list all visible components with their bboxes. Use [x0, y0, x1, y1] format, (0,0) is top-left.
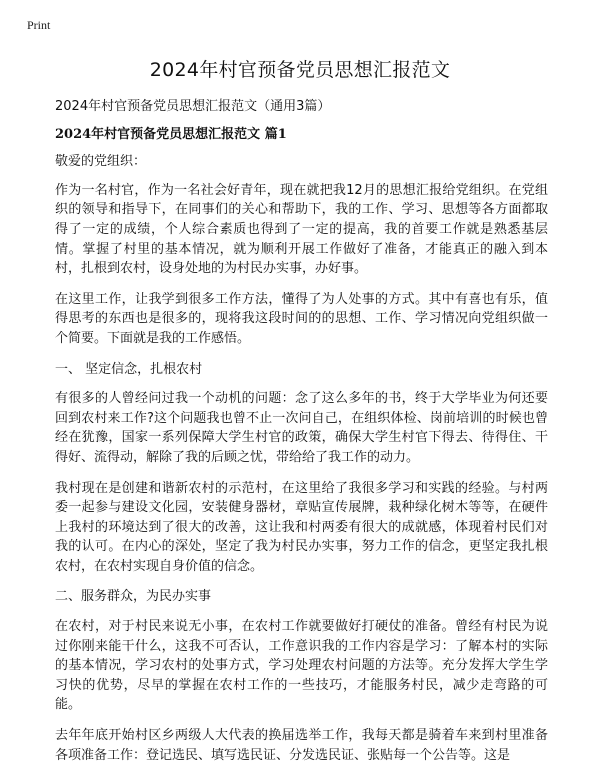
paragraph: 有很多的人曾经问过我一个动机的问题：念了这么多年的书，终于大学毕业为何还要回到农村来工作?这个问题我也曾不止一次问自己，在组织体检、岗前培训的时候也曾经在犹豫，国家一系列保障大学生村官的政策，确保大学生村官下得去、待得住、干得好、流得动，解除了我的后顾之忧，带给给了我工作的动力。 — [55, 391, 548, 465]
paragraph: 作为一名村官，作为一名社会好青年，现在就把我12月的思想汇报给党组织。在党组织的领导和指导下，在同事们的关心和帮助下，我的工作、学习、思想等各方面都取得了一定的成绩，个人综合素质也得到了一定的提高，我的首要工作就是熟悉基层情。掌握了村里的基本情况，就为顺利开展工作做好了准备，才能真正的融入到本村，扎根到农村，设身处地的为村民办实事，办好事。 — [55, 182, 548, 277]
paragraph: 在这里工作，让我学到很多工作方法，懂得了为人处事的方式。其中有喜也有乐，值得思考的东西也是很多的，现将我这段时间的的思想、工作、学习情况向党组织做一个简要。下面就是我的工作感悟。 — [55, 291, 548, 346]
print-link[interactable]: Print — [27, 18, 51, 32]
page-title: 2024年村官预备党员思想汇报范文 — [149, 59, 451, 81]
section-heading: 2024年村官预备党员思想汇报范文 篇1 — [55, 126, 287, 142]
paragraph: 在农村，对于村民来说无小事，在农村工作就要做好打硬仗的准备。曾经有村民为说过你刚来能干什么，这我不可否认，工作意识我的工作内容是学习：了解本村的实际的基本情况，学习农村的处事方式，学习处理农村问题的方法等。充分发挥大学生学习快的优势，尽早的掌握在农村工作的一些技巧，才能服务村民，减少走弯路的可能。 — [55, 619, 548, 713]
subheading-belief: 一、 坚定信念，扎根农村 — [55, 361, 203, 377]
document-subtitle: 2024年村官预备党员思想汇报范文（通用3篇） — [55, 99, 331, 114]
subheading-service: 二、服务群众，为民办实事 — [55, 589, 212, 605]
paragraph: 去年年底开始村区乡两级人大代表的换届选举工作，我每天都是骑着车来到村里准备各项准备工作：登记选民、填写选民证、分发选民证、张贴每一个公告等。这是 — [55, 728, 548, 763]
greeting: 敬爱的党组织： — [55, 154, 147, 170]
document-body — [55, 97, 548, 776]
paragraph: 我村现在是创建和谐新农村的示范村，在这里给了我很多学习和实践的经验。与村两委一起参与建设文化园，安装健身器材，章贴宣传展牌，栽种绿化树木等等，在硬件上我村的环境达到了很大的改善，这让我和村两委有很大的成就感，体现着村民们对我的认可。在内心的深处，坚定了我为村民办实事，努力工作的信念，更坚定我扎根农村，在农村实现自身价值的信念。 — [55, 480, 548, 574]
